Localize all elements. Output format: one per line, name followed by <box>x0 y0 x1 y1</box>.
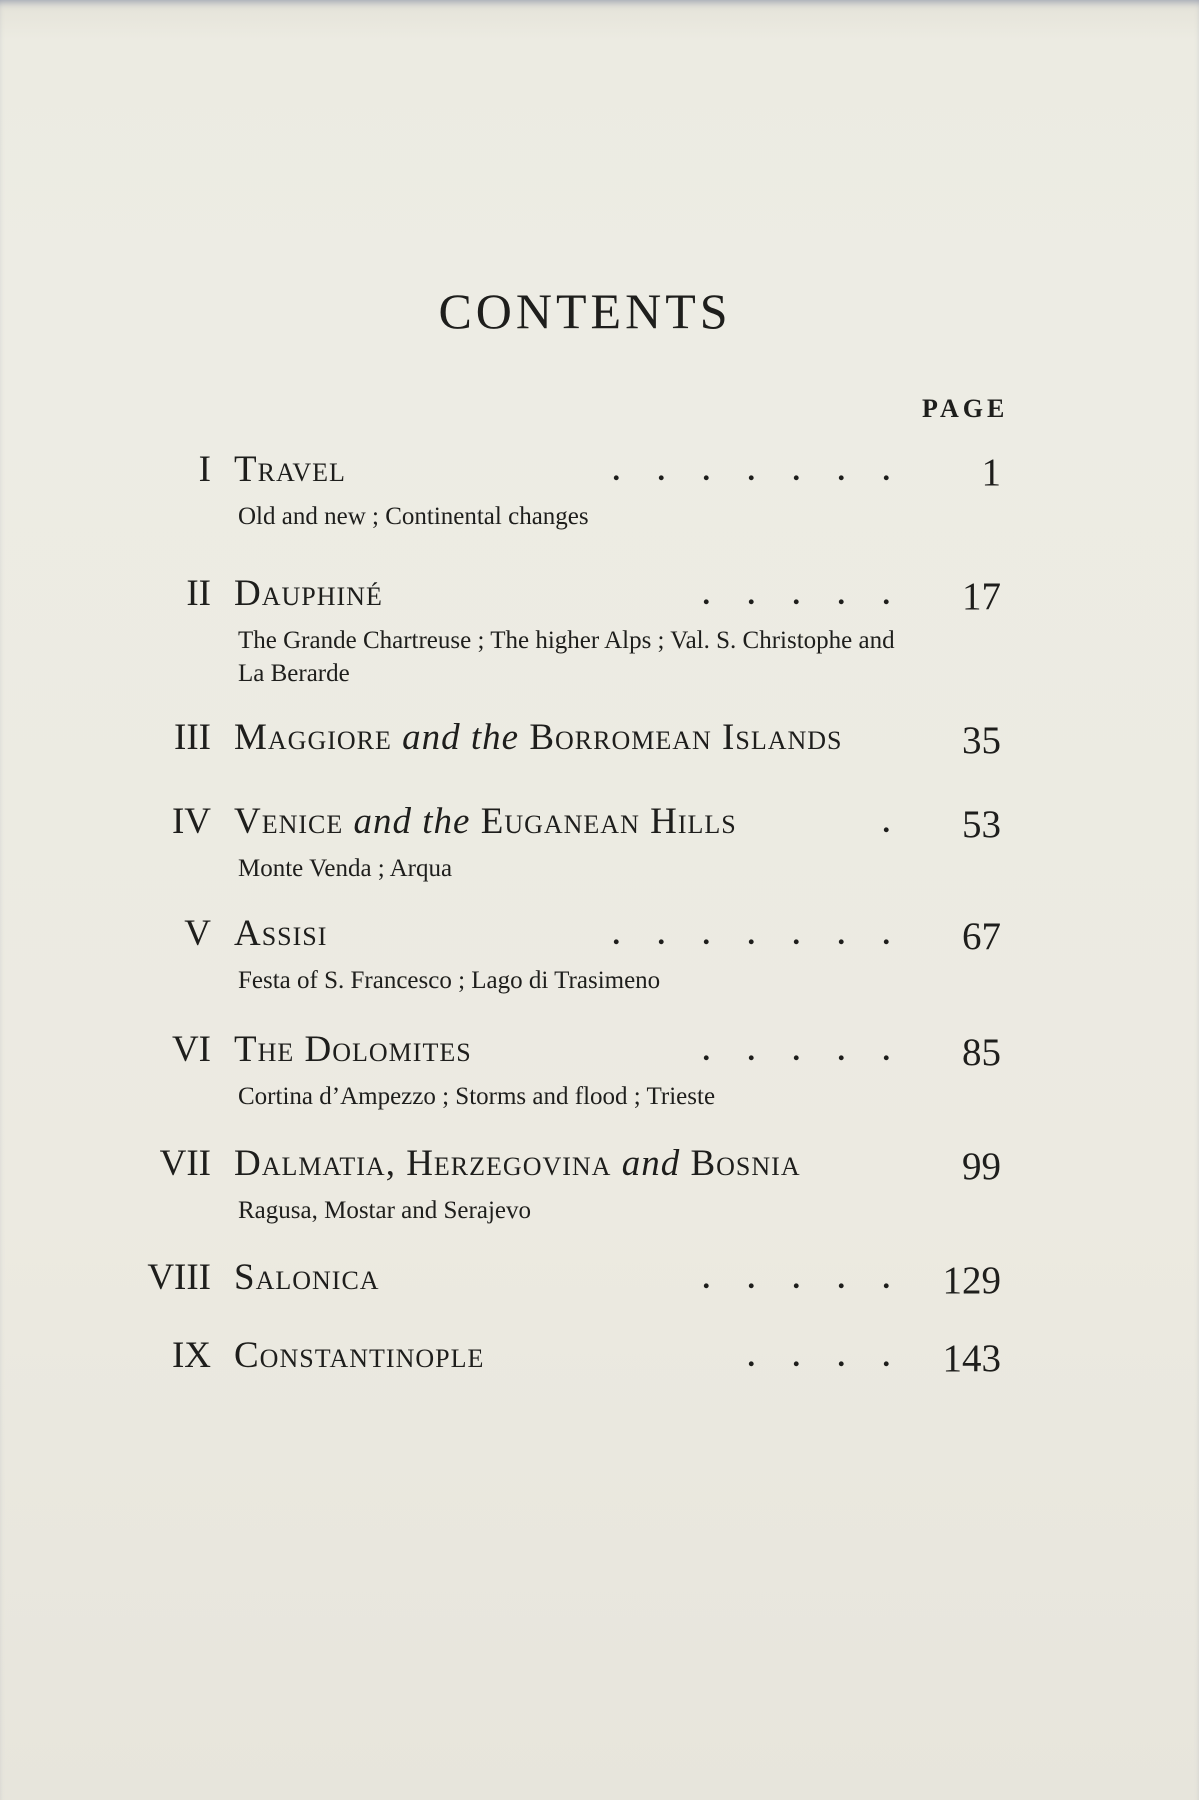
leader-dots: . . . . . <box>702 1034 890 1067</box>
chapter-number: IX <box>171 1335 211 1376</box>
page-column-label: PAGE <box>922 394 1009 423</box>
chapter-title <box>234 1142 801 1185</box>
chapter-title-part: The Dolomites <box>234 1029 472 1070</box>
chapter-title-part: Euganean Hills <box>470 801 737 842</box>
leader-dots: . . . . . . . <box>612 454 890 487</box>
page-number: 143 <box>942 1337 1001 1380</box>
page-number: 67 <box>962 915 1001 958</box>
page-number: 53 <box>962 803 1001 846</box>
chapter-title <box>234 1028 472 1071</box>
leader-dots: . <box>882 806 890 839</box>
page-number: 129 <box>942 1259 1001 1302</box>
chapter-title-part: and <box>621 1143 681 1184</box>
chapter-number: IV <box>171 801 211 842</box>
chapter-subtitle: Festa of S. Francesco ; Lago di Trasimeno <box>238 967 661 994</box>
chapter-subtitle: Cortina d’Ampezzo ; Storms and flood ; Trieste <box>238 1083 716 1110</box>
leader-dots: . . . . <box>747 1340 890 1373</box>
chapter-title <box>234 1256 380 1299</box>
chapter-number: II <box>186 573 211 614</box>
chapter-subtitle: Monte Venda ; Arqua <box>238 855 453 882</box>
page-number: 17 <box>962 575 1001 618</box>
page-number: 85 <box>962 1031 1001 1074</box>
chapter-title <box>234 572 383 615</box>
chapter-number: I <box>198 449 211 490</box>
leader-dots: . . . . . <box>702 1262 890 1295</box>
chapter-title-part: Dalmatia, Herzegovina <box>234 1143 622 1184</box>
page-number: 35 <box>962 719 1001 762</box>
chapter-title-part: Maggiore <box>234 717 403 758</box>
chapter-title-part: Bosnia <box>680 1143 801 1184</box>
chapter-number: V <box>184 913 211 954</box>
chapter-subtitle: Old and new ; Continental changes <box>238 503 589 530</box>
chapter-title-part: Borromean Islands <box>519 717 843 758</box>
chapter-subtitle: Ragusa, Mostar and Serajevo <box>238 1197 531 1224</box>
chapter-title-part: Dauphiné <box>234 573 383 614</box>
page-number: 1 <box>981 451 1001 494</box>
chapter-title <box>234 1334 484 1377</box>
chapter-title-part: Salonica <box>234 1257 380 1298</box>
chapter-title-part: and the <box>353 801 471 842</box>
chapter-title <box>234 448 346 491</box>
chapter-title-part: and the <box>402 717 520 758</box>
chapter-title-part: Assisi <box>234 913 328 954</box>
chapter-number: VII <box>159 1143 211 1184</box>
page-title: CONTENTS <box>438 283 732 339</box>
leader-dots: . . . . . <box>702 578 890 611</box>
chapter-subtitle: The Grande Chartreuse ; The higher Alps ; Val. S. Christophe and La Berarde <box>238 627 895 687</box>
chapter-title <box>234 912 327 955</box>
leader-dots: . . . . . . . <box>612 918 890 951</box>
chapter-title-part: Constantinople <box>234 1335 485 1376</box>
chapter-title-part: Venice <box>234 801 354 842</box>
chapter-number: VIII <box>147 1257 211 1298</box>
page-number: 99 <box>962 1145 1001 1188</box>
chapter-number: VI <box>171 1029 211 1070</box>
chapter-number: III <box>174 717 211 758</box>
chapter-title-part: Travel <box>234 449 346 490</box>
chapter-title <box>234 716 843 759</box>
